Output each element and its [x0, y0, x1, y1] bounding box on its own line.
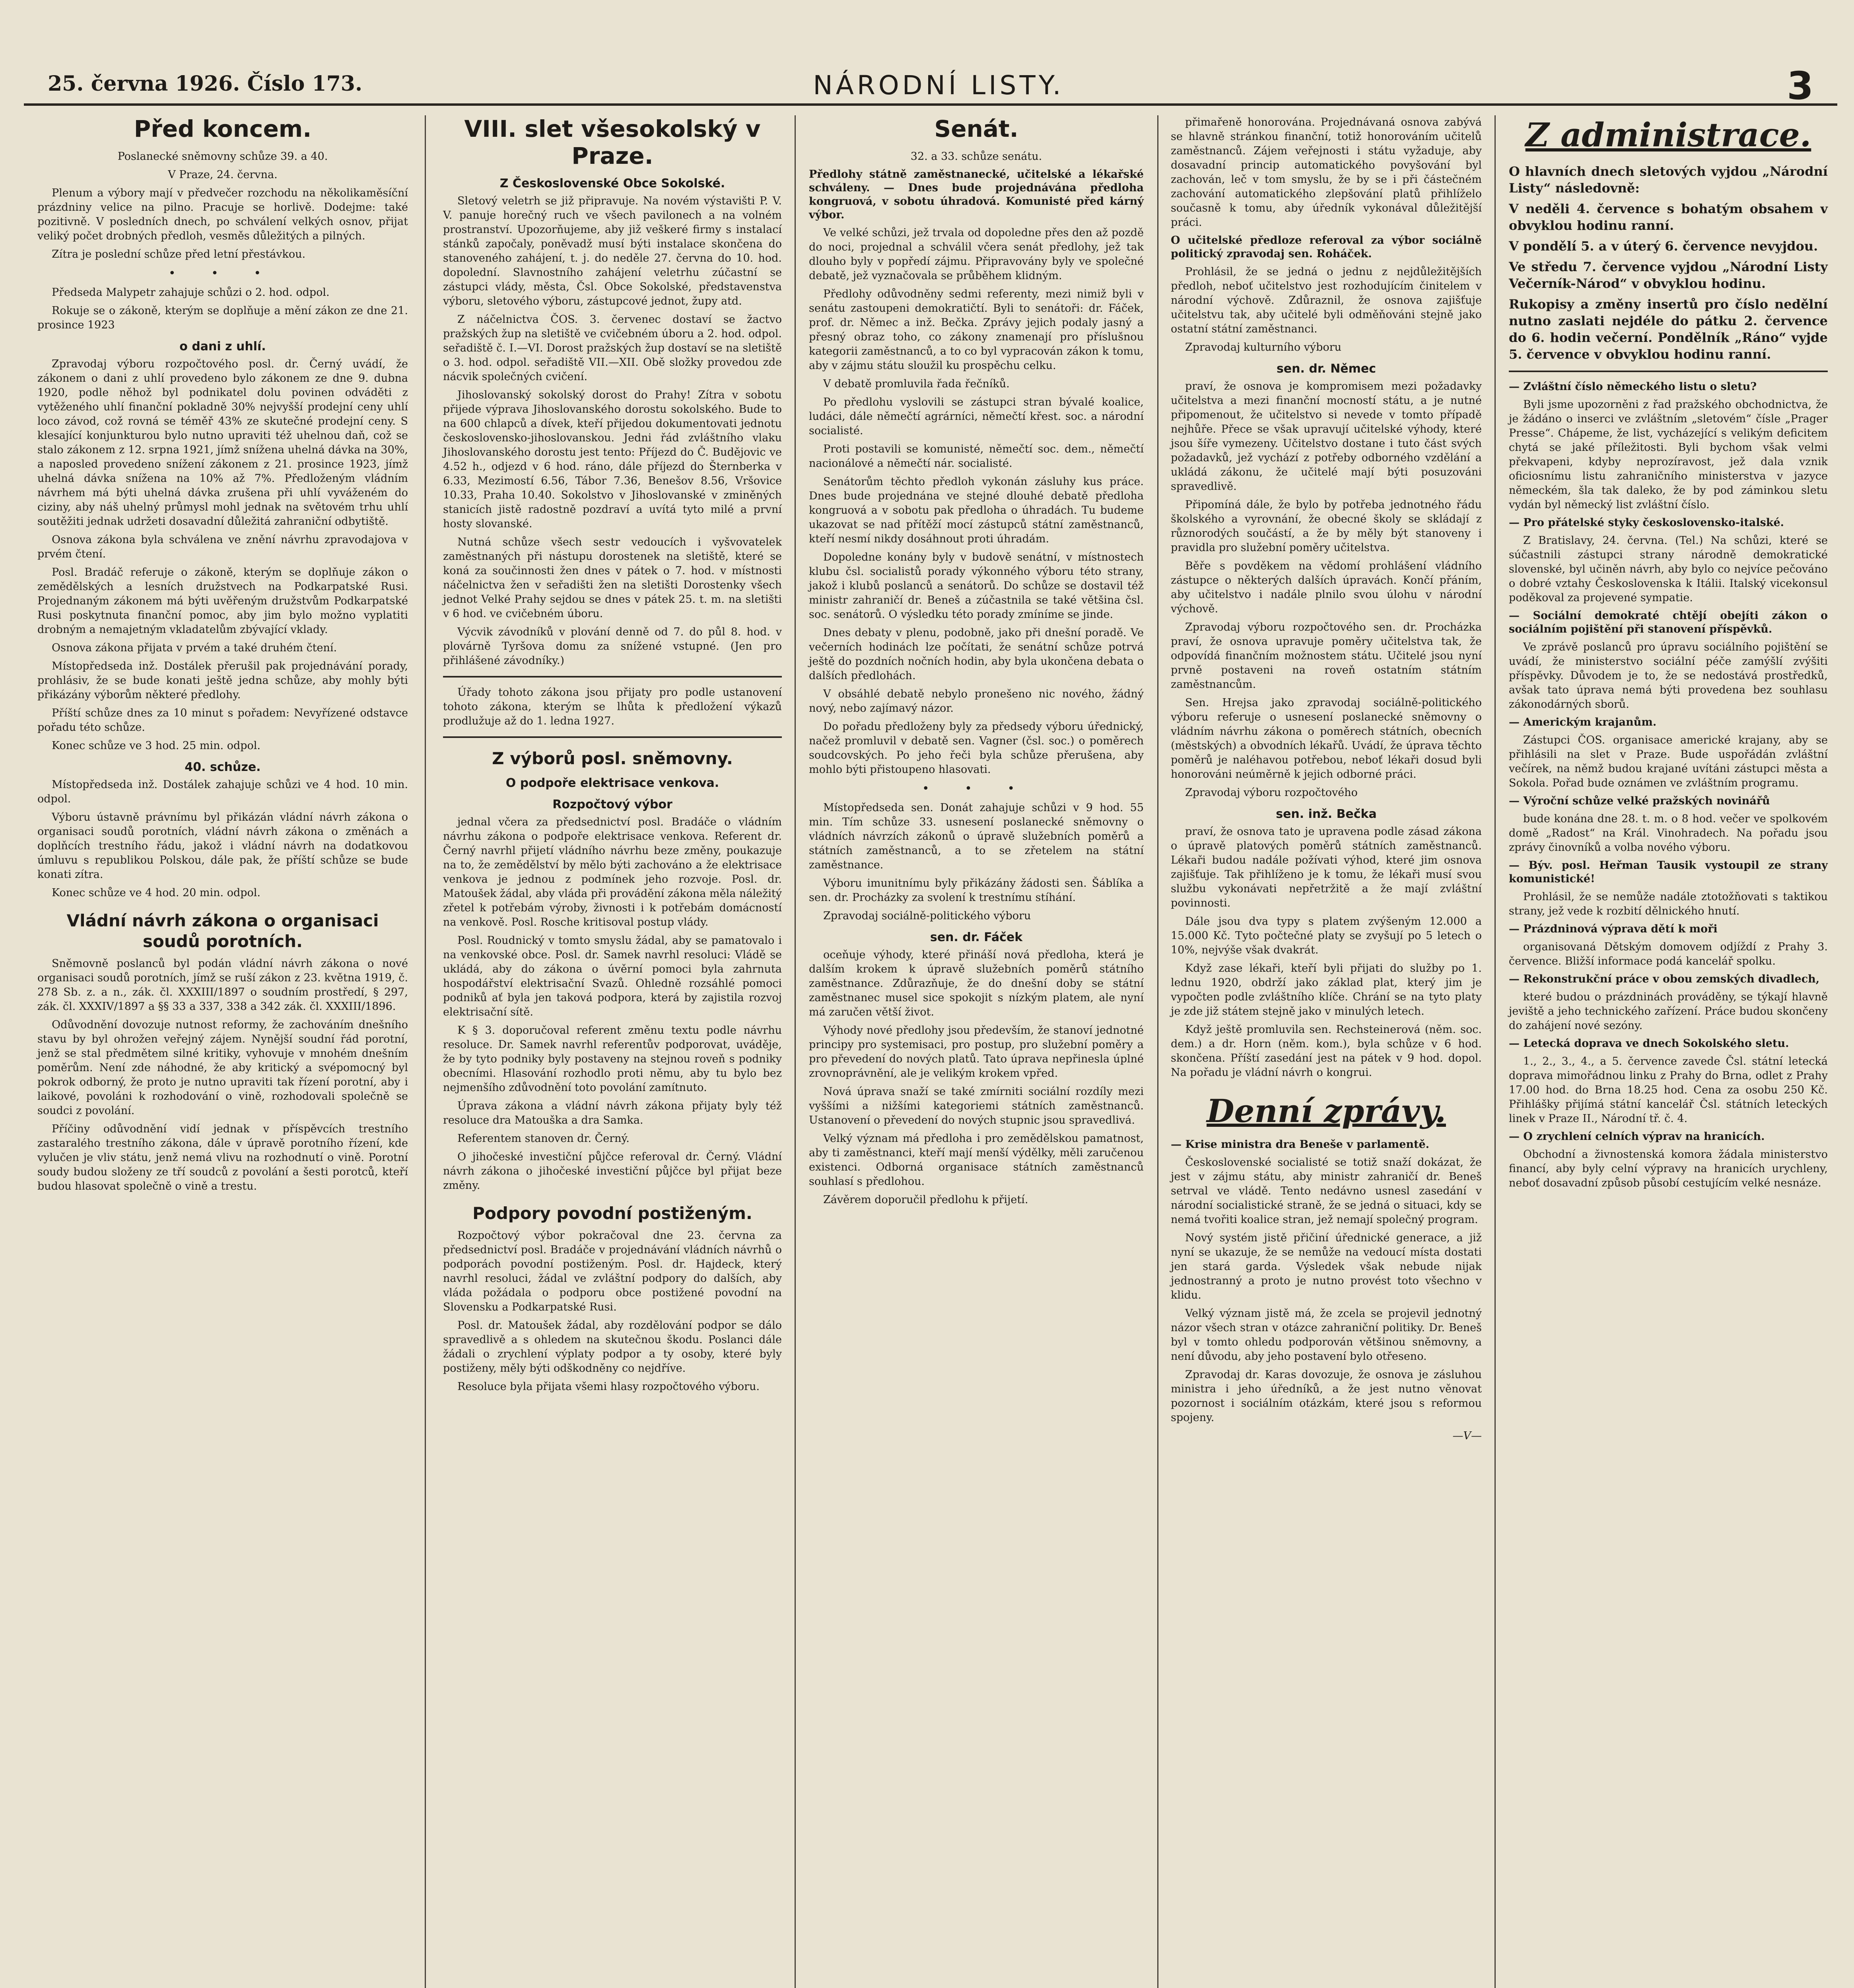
paragraph: Příčiny odůvodnění vidí jednak v příspěvcích trestního zastaralého trestního zákona, dále v úpravě porotního řízení, kde vylučen je vliv státu, jenž nemá vlivu na rozhodnutí o vině. Porotní soudy budou složeny ze tří soudců z povolání a šesti porotců, kteří budou hlasovat společně o vině a trestu. — [37, 1123, 408, 1192]
paragraph: Dopoledne konány byly v budově senátní, v místnostech klubu čsl. socialistů porady výkonného výboru této strany, jakož i klubů poslanců a senátorů. Do schůze se dostavil též ministr zahraničí dr. Beneš a zúčastnila se také většina čsl. soc. senátorů. O výsledku této porady zmíníme se jinde. — [809, 551, 1144, 621]
article-title: Senát. — [934, 115, 1018, 142]
paragraph: Rozpočtový výbor pokračoval dne 23. června za předsednictví posl. Bradáče v projednávání vládních návrhů o podporách povodní postiženým. Posl. dr. Hajdeck, který navrhl resoluci, žádal ve zvláštní podpory do dalších, aby vláda požádala o podporu obce postižené povodní na Slovensku a Podkarpatské Rusi. — [443, 1229, 782, 1313]
paragraph: Proti postavili se komunisté, němečtí soc. dem., němečtí nacionálové a němečtí nár. socialisté. — [809, 443, 1144, 470]
paragraph: V debatě promluvila řada řečníků. — [823, 378, 1010, 390]
paragraph: Osnova zákona přijata v prvém a také druhém čtení. — [52, 642, 337, 654]
article-subtitle: Poslanecké sněmovny schůze 39. a 40. — [117, 150, 328, 163]
paragraph: Československé socialisté se totiž snaží dokázat, že jest v zájmu státu, aby ministr zahraničí dr. Beneš setrval ve vládě. Tento nedávno usnesl zasedání v národní socialistické straně, že se jedná o situaci, kdy se nemá tvořiti koalice stran, jež nemají společný program. — [1171, 1156, 1482, 1226]
paragraph: bude konána dne 28. t. m. o 8 hod. večer ve spolkovém domě „Radost“ na Král. Vinohradech. Na pořadu jsou zprávy činovníků a volba nového výboru. — [1509, 813, 1828, 854]
paragraph: Sen. Hrejsa jako zpravodaj sociálně-politického výboru referuje o usnesení poslanecké sněmovny o vládním návrhu zákona o poměrech státních, obecních (městských) a obvodních lékařů. Uvádí, že úprava těchto poměrů je naléhavou potřebou, neboť lékaři dosud byli honorováni neúměrně k jejich odborné práci. — [1171, 697, 1482, 780]
article-title: Před koncem. — [134, 115, 312, 142]
paragraph: Dále jsou dva typy s platem zvýšeným 12.000 a 15.000 Kč. Tyto počtečné platy se zvyšují po 5 letech o 10%, nejvýše však dvakrát. — [1171, 915, 1482, 956]
separator-dots: • • • — [168, 266, 277, 280]
section-banner: Denní zprávy. — [1207, 1092, 1446, 1130]
section-heading: 40. schůze. — [185, 760, 261, 774]
paragraph: Zítra je poslední schůze před letní přestávkou. — [52, 248, 306, 260]
section-banner: Z administrace. — [1525, 116, 1811, 154]
paragraph: Výboru ústavně právnímu byl přikázán vládní návrh zákona o organisaci soudů porotních, vládní návrh zákona o změnách a doplňcích trestního řádu, jakož i vládní návrh na dodatkovou úmluvu s republikou Polskou, dále pak, že příští schůze se bude konati zítra. — [37, 811, 408, 881]
paragraph: Místopředseda inž. Dostálek zahajuje schůzi ve 4 hod. 10 min. odpol. — [37, 779, 408, 805]
paragraph: Běře s povděkem na vědomí prohlášení vládního zástupce o některých dalších úpravách. Končí přáním, aby učitelstvo i nadále plnilo svou úlohu v národní výchově. — [1171, 560, 1482, 615]
paragraph: Příští schůze dnes za 10 minut s pořadem: Nevyřízené odstavce pořadu této schůze. — [37, 707, 408, 734]
paragraph: Resoluce byla přijata všemi hlasy rozpočtového výboru. — [457, 1380, 760, 1393]
paragraph: Zpravodaj výboru rozpočtového — [1185, 786, 1358, 799]
paragraph: Konec schůze ve 4 hod. 20 min. odpol. — [52, 887, 261, 899]
paragraph: Nutná schůze všech sestr vedoucích i vyšvovatelek zaměstnaných při nástupu dorostenek na sletiště, které se koná za součinnosti žen dnes v pátek o 7. hod. v místnosti náčelnictva žen v seřadišti žen na sletišti Dorostenky všech jednot Velké Prahy sejdou se dnes v pátek 25. t. m. na sletišti v 6 hod. ve cvičebném úboru. — [443, 536, 782, 620]
paragraph: Velký význam jistě má, že zcela se projevil jednotný názor všech stran v otázce zahraniční politiky. Dr. Beneš byl v tomto ohledu podporován většinou sněmovny, a není důvodu, aby jeho postavení bylo otřeseno. — [1171, 1307, 1482, 1363]
notice-line: V pondělí 5. a v úterý 6. července nevyjdou. — [1509, 239, 1818, 254]
news-lead: — Prázdninová výprava dětí k moři — [1509, 923, 1718, 935]
news-lead: — Americkým krajanům. — [1509, 716, 1657, 728]
paragraph: Ve zprávě poslanců pro úpravu sociálního pojištění se uvádí, že ministerstvo sociální péče zamýšlí zvýšiti příspěvky. Důvodem je to, že se nedostává prostředků, avšak tato úprava nemá býti provedena bez souhlasu zákonodárných sborů. — [1509, 641, 1828, 711]
administration-notice — [1509, 163, 1828, 363]
news-lead: — Výroční schůze velké pražských novinářů — [1509, 795, 1770, 807]
paragraph: Byli jsme upozorněni z řad pražského obchodnictva, že je žádáno o inserci ve zvláštním „sletovém“ čísle „Prager Presse“. Chápeme, že list, vycházející s velikým deficitem chytá se jaké příležitosti. Byli bychom však velmi překvapeni, kdyby neprozíravost, jež dala vznik oficiosnímu listu zahraničního ministerstva v jazyce německém, šla tak daleko, že by pod záminkou sletu vydán byl německý list zvláštní číslo. — [1509, 398, 1828, 511]
paragraph: Velký význam má předloha i pro zemědělskou pamatnost, aby ti zaměstnanci, kteří mají menší výdělky, měli zaručenou existenci. Odborná organisace státních zaměstnanců souhlasí s předlohou. — [809, 1132, 1144, 1188]
paragraph: Výboru imunitnímu byly přikázány žádosti sen. Šáblíka a sen. dr. Procházky za svolení k trestnímu stíhání. — [809, 877, 1144, 904]
notice-line: O hlavních dnech sletových vyjdou „Národní Listy“ následovně: — [1509, 164, 1828, 196]
article-lead: Předlohy státně zaměstnanecké, učitelské a lékařské schváleny. — Dnes bude projednávána předloha kongruová, v sobotu úhradová. Komunisté před kárný výbor. — [809, 168, 1144, 221]
divider — [443, 676, 782, 678]
paragraph: Úprava zákona a vládní návrh zákona přijaty byly též resoluce dra Matouška a dra Samka. — [443, 1100, 782, 1126]
news-lead: — Pro přátelské styky československo-italské. — [1509, 516, 1784, 529]
section-heading: o dani z uhlí. — [179, 340, 266, 353]
paragraph: Místopředseda inž. Dostálek přerušil pak projednávání porady, prohlásiv, že se bude konati ještě jedna schůze, aby mohly býti přikázány výborům některé předlohy. — [37, 660, 408, 701]
paragraph: Obchodní a živnostenská komora žádala ministerstvo financí, aby byly celní výpravy na hranicích urychleny, neboť dosavadní způsob působí cestujícím velké nesnáze. — [1509, 1148, 1828, 1189]
news-lead: — Býv. posl. Heřman Tausik vystoupil ze strany komunistické! — [1509, 859, 1828, 885]
speaker-heading: sen. inž. Bečka — [1276, 807, 1377, 821]
section-heading: Z Československé Obce Sokolské. — [499, 177, 725, 190]
divider — [443, 736, 782, 738]
paragraph: Plenum a výbory mají v předvečer rozchodu na několikaměsíční prázdniny velice na pilno. Pracuje se horlivě. Dodejme: také pozitivně. V posledních dnech, po schválení velkých osnov, přijat veliký počet drobných předloh, vesměs důležitých a pilných. — [37, 187, 408, 242]
paragraph: Předlohy odůvodněny sedmi referenty, mezi nimiž byli v senátu zastoupeni demokratičtí. Byli to senátoři: dr. Fáček, prof. dr. Němec a inž. Bečka. Zprávy jejich podaly jasný a přesný obraz toho, co zákony znamenají pro příslušnou kategorii zaměstnanců, a to co byl vypracován zákon k tomu, aby v zájmu státu sloužil ku prospěchu celku. — [809, 288, 1144, 372]
paragraph: Zpravodaj kulturního výboru — [1185, 341, 1342, 353]
speaker-heading: sen. dr. Němec — [1276, 362, 1376, 376]
notice-line: V neděli 4. července s bohatým obsahem v obvyklou hodinu ranní. — [1509, 201, 1828, 233]
article-title: VIII. slet všesokolský v Praze. — [464, 115, 761, 169]
paragraph: Závěrem doporučil předlohu k přijetí. — [823, 1194, 1028, 1206]
paragraph: Sletový veletrh se již připravuje. Na novém výstavišti P. V. V. panuje horečný ruch ve všech pavilonech a na volném prostranství. Upozorňujeme, aby již veškeré firmy s instalací stánků započaly, poněvadž musí býti instalace skončena do stanoveného zahájení, t. j. do neděle 27. června do 10. hod. dopolední. Slavnostního zahájení veletrhu zúčastní se zástupci vlády, města, Čsl. Obce Sokolské, představenstva výboru, sletového výboru, zástupcové jednot, župy atd. — [443, 195, 782, 307]
paragraph: Když zase lékaři, kteří byli přijati do služby po 1. lednu 1920, obdrží jako základ plat, který jim je vypočten podle zvláštního klíče. Chrání se na tyto platy je zde již státem stejně jako v minulých letech. — [1171, 962, 1482, 1017]
paragraph: Prohlásil, že se jedná o jednu z nejdůležitějších předloh, neboť učitelstvo jest rozhodujícím činitelem v národní výchově. Zdůraznil, že osnova zajišťuje učitelstvu tak, aby učitelé byli odměňováni stejně jako ostatní státní zaměstnanci. — [1171, 266, 1482, 335]
paragraph: Zpravodaj sociálně-politického výboru — [823, 910, 1031, 922]
separator-dots: • • • — [922, 782, 1031, 796]
paragraph: Z Bratislavy, 24. června. (Tel.) Na schůzi, které se súčastnili zástupci strany národně demokratické slovenské, byl učiněn návrh, aby bylo co nejvíce pečováno o dobré vztahy Československa k Itálii. Italský vicekonsul poděkoval za projevené sympatie. — [1509, 534, 1828, 604]
paragraph: Připomíná dále, že bylo by potřeba jednotného řádu školského a vyrovnání, že obecné školy se skládají z různorodých součástí, a že by měly být stanoveny i pravidla pro služební poměry učitelstva. — [1171, 499, 1482, 554]
paragraph: Do pořadu předloženy byly za předsedy výboru úřednický, načež promluvil v debatě sen. Vagner (čsl. soc.) o poměrech soudcovských. Po jeho řeči byla schůze přerušena, aby mohlo býti přistoupeno hlasovati. — [809, 720, 1144, 776]
paragraph: Odůvodnění dovozuje nutnost reformy, že zachováním dnešního stavu by byl ohrožen veřejný zájem. Nynější soudní řád porotní, jenž se stal předmětem silné kritiky, vyhovuje v mnohém dnešním poměrům. Není zde náhodné, že aby kritický a svépomocný byl pokrok odborný, že proto je nutno upraviti tak řízení porotní, aby i laikové, povoláni k rozhodování o vině, rozhodovali společně se soudci z povolání. — [37, 1019, 408, 1117]
page-header — [24, 60, 1837, 106]
speaker-heading: sen. dr. Fáček — [930, 930, 1023, 944]
section-heading: Rozpočtový výbor — [552, 798, 672, 812]
paragraph: praví, že osnova tato je upravena podle zásad zákona o úpravě platových poměrů státních zaměstnanců. Lékaři budou nadále požívati výhod, které jim osnova zajišťuje. Tak přihlíženo je k tomu, že lékaři musí svou službu vykonávati nepřetržitě a že mají zvláštní povinnosti. — [1171, 825, 1482, 909]
paragraph: Místopředseda sen. Donát zahajuje schůzi v 9 hod. 55 min. Tím schůze 33. usnesení poslanecké sněmovny o vládních návrzích zákonů o úpravě služebních poměrů a státních zaměstnanců, a to se zřetelem na státní zaměstnance. — [809, 802, 1144, 871]
paragraph: Výhody nové předlohy jsou především, že stanoví jednotné principy pro systemisaci, pro postup, pro služební poměry a pro převedení do nových platů. Tato úprava nepřinesla úplné zrovnoprávnění, ale je velikým krokem vpřed. — [809, 1024, 1144, 1079]
news-lead: — Sociální demokraté chtějí obejíti zákon o sociálním pojištění při stanovení příspěvků. — [1509, 610, 1828, 635]
paragraph: které budou o prázdninách prováděny, se týkají hlavně jeviště a jeho technického zařízení. Práce budou skončeny do zahájení nové sezóny. — [1509, 991, 1828, 1032]
paragraph: Zpravodaj výboru rozpočtového sen. dr. Procházka praví, že osnova upravuje poměry učitelstva tak, že odpovídá finančním možnostem státu. Učitelé jsou nyní prvně postaveni na roveň ostatním státním zaměstnancům. — [1171, 621, 1482, 691]
article-title: Vládní návrh zákona o organisaci soudů porotních. — [66, 911, 379, 951]
article-lead: O učitelské předloze referoval za výbor sociálně politický zpravodaj sen. Roháček. — [1171, 234, 1482, 260]
paragraph: Jihoslovanský sokolský dorost do Prahy! Zítra v sobotu přijede výprava Jihoslovanského dorostu sokolského. Bude to na 600 chlapců a dívek, kteří přijedou dokumentovati jednotu československo-jihoslovanskou. Jedni řád zvláštního vlaku Jihoslovanského dorostu jest tento: Příjezd do Č. Budějovic ve 4.52 h., odjezd v 6 hod. ráno, dále příjezd do Šternberka v 6.33, Mezimostí 6.56, Tábor 7.36, Benešov 8.56, Vršovice 10.33, Praha 10.40. Sokolstvo v Jihoslovanské v zminěných stanicích jistě radostně pozdraví a uvítá tyto milé a první hosty slovanské. — [443, 389, 782, 530]
article-title: Z výborů posl. sněmovny. — [492, 749, 733, 768]
column-divider — [795, 115, 796, 1988]
paragraph: Když ještě promluvila sen. Rechsteinerová (něm. soc. dem.) a dr. Horn (něm. kom.), byla schůze v 6 hod. skončena. Příští zasedání jest na pátek v 9 hod. dopol. Na pořadu je vládní návrh o kongrui. — [1171, 1023, 1482, 1079]
column-senate-cont — [1161, 115, 1491, 1988]
paragraph: 1., 2., 3., 4., a 5. července zavede Čsl. státní letecká doprava mimořádnou linku z Prahy do Brna, odlet z Prahy 17.00 hod. do Brna 18.25 hod. Cena za osobu 250 Kč. Přihlášky přijímá státní kancelář Čsl. státních leteckých linek v Praze II., Národní tř. č. 4. — [1509, 1055, 1828, 1125]
news-lead: — O zrychlení celních výprav na hranicích. — [1509, 1130, 1765, 1143]
issue-date: 25. června 1926. Číslo 173. — [48, 72, 363, 96]
column-senate — [799, 115, 1153, 1988]
paragraph: jednal včera za předsednictví posl. Bradáče o vládním návrhu zákona o podpoře elektrisace venkova. Referent dr. Černý navrhl přijetí vládního návrhu beze změny, poukazuje na to, že zemědělství by mělo býti zachováno a že elektrisace venkova je jednou z podmínek jeho rozvoje. Posl. dr. Matoušek žádal, aby vláda při provádění zákona měla náležitý zřetel k potřebám výroby, živnosti i k potřebám domácností na venkově. Posl. Rosche kritisoval postup vlády. — [443, 816, 782, 928]
masthead: NÁRODNÍ LISTY. — [813, 70, 1064, 101]
news-lead: — Letecká doprava ve dnech Sokolského sletu. — [1509, 1037, 1789, 1050]
column-divider — [1157, 115, 1158, 1988]
dateline: V Praze, 24. června. — [168, 169, 278, 181]
paragraph: Úřady tohoto zákona jsou přijaty pro podle ustanovení tohoto zákona, kterým se lhůta k předložení výkazů prodlužuje až do 1. ledna 1927. — [443, 686, 782, 727]
paragraph: Výcvik závodníků v plování denně od 7. do půl 8. hod. v plovárně Tyršova domu za snížené vstupné. (Jen pro přihlášené závodníky.) — [443, 626, 782, 667]
column-divider — [425, 115, 426, 1988]
paragraph: K § 3. doporučoval referent změnu textu podle návrhu resoluce. Dr. Samek navrhl referentův podporovat, uváděje, že by tyto podniky byly postaveny na stejnou roveň s podniky obecními. Hlasování rozhodlo proti němu, aby tu bylo bez nejmenšího zdůvodnění toto povolání zamítnuto. — [443, 1024, 782, 1094]
paragraph: Osnova zákona byla schválena ve znění návrhu zpravodajova v prvém čtení. — [37, 534, 408, 560]
paragraph: Zástupci ČOS. organisace americké krajany, aby se přihlásili na slet v Praze. Bude uspořádán zvláštní večírek, na němž budou krajané uvítáni zástupci města a Sokola. Pořad bude oznámen ve zvláštním programu. — [1509, 734, 1828, 789]
paragraph: Sněmovně poslanců byl podán vládní návrh zákona o nové organisaci soudů porotních, jímž se ruší zákon z 23. května 1919, č. 278 Sb. z. a n., zák. čl. XXXIII/1897 o soudním prostředí, § 297, zák. čl. XXXIV/1897 a §§ 33 a 337, 338 a 342 zák. čl. XXXIII/1896. — [37, 957, 408, 1013]
paragraph: Konec schůze ve 3 hod. 25 min. odpol. — [52, 740, 261, 752]
paragraph: praví, že osnova je kompromisem mezi požadavky učitelstva a mezi finanční mocností státu, a je nutné připomenout, že učitelstvo si nevede v tomto případě nejhůře. Přece se však upravují učitelské výhody, které jsou šíře vymezeny. Učitelstvo dostane i tuto část svých požadavků, jež vychází z potřeby odborného vzdělání a ukládá zákonu, že učitelé mají býti posuzováni spravedlivě. — [1171, 380, 1482, 493]
author-signature: —V— — [1452, 1430, 1482, 1442]
divider — [1509, 371, 1828, 372]
paragraph: Předseda Malypetr zahajuje schůzi o 2. hod. odpol. — [52, 286, 330, 299]
paragraph: O jihočeské investiční půjčce referoval dr. Černý. Vládní návrh zákona o jihočeské investiční půjčce byl přijat beze změny. — [443, 1151, 782, 1192]
paragraph: Z náčelnictva ČOS. 3. červenec dostaví se žactvo pražských žup na sletiště ve cvičebném úboru a 2. hod. odpol. seřadiště č. I.—VI. Dorost pražských žup dostaví se na sletiště o 3. hod. odpol. seřadiště VII.—XII. Obě složky provedou zde nácvik společných cvičení. — [443, 313, 782, 383]
column-parliament — [28, 115, 418, 1988]
paragraph: Zpravodaj dr. Karas dovozuje, že osnova je zásluhou ministra i jeho úředníků, a že jest nutno věnovat pozornost i sociálním otázkám, které jsou s reformou spojeny. — [1171, 1369, 1482, 1424]
paragraph: Dnes debaty v plenu, podobně, jako při dnešní poradě. Ve večerních hodinách lze počítati, že senátní schůze potrvá ještě do pozdních nočních hodin, aby byla ukončena debata o dalších předlohách. — [809, 627, 1144, 682]
paragraph: Zpravodaj výboru rozpočtového posl. dr. Černý uvádí, že zákonem o dani z uhlí provedeno bylo zákonem ze dne 9. dubna 1920, podle něhož byl podnikatel dolu povinen odváděti z vytěženého uhlí finanční pokladně 30% nejvyšší prodejní ceny uhlí loco závod, což rovná se téměř 43% ze skutečné prodejní ceny. S klesající konjunkturou bylo nutno upraviti též uhelnou daň, což se stalo zákonem z 12. srpna 1921, jímž snížena uhelná dávka na 30%, a naposled provedeno snížení zákonem z 21. prosince 1923, jímž uhelná dávka snížena na 10% až 7%. Předloženým vládním návrhem má býti uhelná dávka zrušena při uhlí vyváženém do ciziny, aby náš uhelný průmysl mohl jednak na světovém trhu uhlí soutěžiti jednak udržeti dosavadní důležitá zahraniční odbytiště. — [37, 358, 408, 528]
news-lead: — Rekonstrukční práce v obou zemských divadlech, — [1509, 973, 1820, 985]
paragraph: Senátorům těchto předloh vykonán zásluhy kus práce. Dnes bude projednána ve stejné dlouhé debatě předloha kongruová a v sobotu pak předloha o úhradách. Tu budeme ukazovat se nad přítěží mocí zástupců státní zaměstnanců, kteří nesmí nikdy dosáhnout proti úhradám. — [809, 476, 1144, 545]
column-divider — [1494, 115, 1496, 1988]
article-subtitle: 32. a 33. schůze senátu. — [910, 150, 1042, 163]
column-sokol — [433, 115, 791, 1988]
paragraph: Prohlásil, že se nemůže nadále ztotožňovati s taktikou strany, jež vede k rozbití dělnického hnutí. — [1509, 891, 1828, 917]
paragraph: Referentem stanoven dr. Černý. — [457, 1132, 630, 1145]
paragraph: Nová úprava snaží se také zmírniti sociální rozdíly mezi vyššími a nižšími kategoriemi státních zaměstnanců. Ustanovení o převedení do nových stupnic jsou spravedlivá. — [809, 1085, 1144, 1126]
section-heading: O podpoře elektrisace venkova. — [505, 776, 719, 790]
paragraph: Ve velké schůzi, jež trvala od dopoledne přes den až pozdě do noci, projednal a schválil včera senát předlohy, jež tak dlouho byly v popředí zájmu. Připravovány byly ve společné debatě, jež vyznačovala se průběhem klidným. — [809, 227, 1144, 282]
paragraph: V obsáhlé debatě nebylo pronešeno nic nového, žádný nový, nebo zajímavý názor. — [809, 688, 1144, 714]
notice-line: Rukopisy a změny insertů pro číslo nedělní nutno zaslati nejdéle do pátku 2. července do 6. hodin večerní. Pondělník „Ráno“ vyjde 5. července v obvyklou hodinu ranní. — [1509, 297, 1828, 362]
news-lead: — Zvláštní číslo německého listu o sletu? — [1509, 381, 1757, 393]
article-title: Podpory povodní postiženým. — [472, 1204, 752, 1223]
paragraph: Rokuje se o zákoně, kterým se doplňuje a mění zákon ze dne 21. prosince 1923 — [37, 305, 408, 331]
page-number: 3 — [1787, 64, 1813, 108]
paragraph: Posl. Bradáč referuje o zákoně, kterým se doplňuje zákon o zemědělských a lesních družstvech na Podkarpatské Rusi. Projednaným zákonem má býti uvěřeným družstvům Podkarpatské Rusi poskytnuta finanční pomoc, aby jim bylo možno vyplatiti drobným a nemajetným vkladatelům zbývající vklady. — [37, 566, 408, 636]
paragraph: přimařeně honorována. Projednávaná osnova zabývá se hlavně stránkou finanční, totiž honorováním učitelů zaměstnanců. Zájem veřejnosti i státu vyžaduje, aby dosavadní princip automatického povyšování byl zachován, leč v tom smyslu, že by se i při částečném zachování automatického zlepšování platů přihlíželo současně k tomu, aby úředník vykonával důležitější práci. — [1171, 116, 1482, 229]
paragraph: organisovaná Dětským domovem odjíždí z Prahy 3. července. Bližší informace podá kancelář spolku. — [1509, 941, 1828, 967]
paragraph: oceňuje výhody, které přináší nová předloha, která je dalším krokem k úpravě služebních poměrů státního zaměstnance. Zdůrazňuje, že do dnešní doby se státní zaměstnanec musel sice spokojit s nízkým platem, ale nyní má zaručen větší život. — [809, 949, 1144, 1018]
paragraph: Po předlohu vyslovili se zástupci stran bývalé koalice, ludáci, dále němečtí agrárníci, němečtí křest. soc. a národní socialisté. — [809, 396, 1144, 437]
column-news — [1499, 115, 1837, 1988]
article-lead: — Krise ministra dra Beneše v parlamentě. — [1171, 1138, 1430, 1151]
notice-line: Ve středu 7. července vyjdou „Národní Listy Večerník-Národ“ v obvyklou hodinu. — [1509, 259, 1828, 291]
paragraph: Nový systém jistě přičiní úřednické generace, a již nyní se ukazuje, že se nemůže na vedoucí místa dostati jen stará garda. Výsledek však nebude nijak jednostranný a proto je nutno provést toto všechno v klidu. — [1171, 1232, 1482, 1301]
paragraph: Posl. dr. Matoušek žádal, aby rozdělování podpor se dálo spravedlivě a s ohledem na skutečnou škodu. Poslanci dále žádali o zrychlení výplaty podpor a ty osoby, které byly postiženy, měly býti odškodněny co nejdříve. — [443, 1319, 782, 1375]
paragraph: Posl. Roudnický v tomto smyslu žádal, aby se pamatovalo i na venkovské obce. Posl. dr. Samek navrhl resoluci: Vládě se ukládá, aby do zákona o úvěrní pomoci byla zahrnuta hospodářství elektrisační Svazů. Ohledně rozsáhlé pomoci podniků ať byla jen taková podpora, která by zajistila rozvoj elektrisační sítě. — [443, 934, 782, 1018]
